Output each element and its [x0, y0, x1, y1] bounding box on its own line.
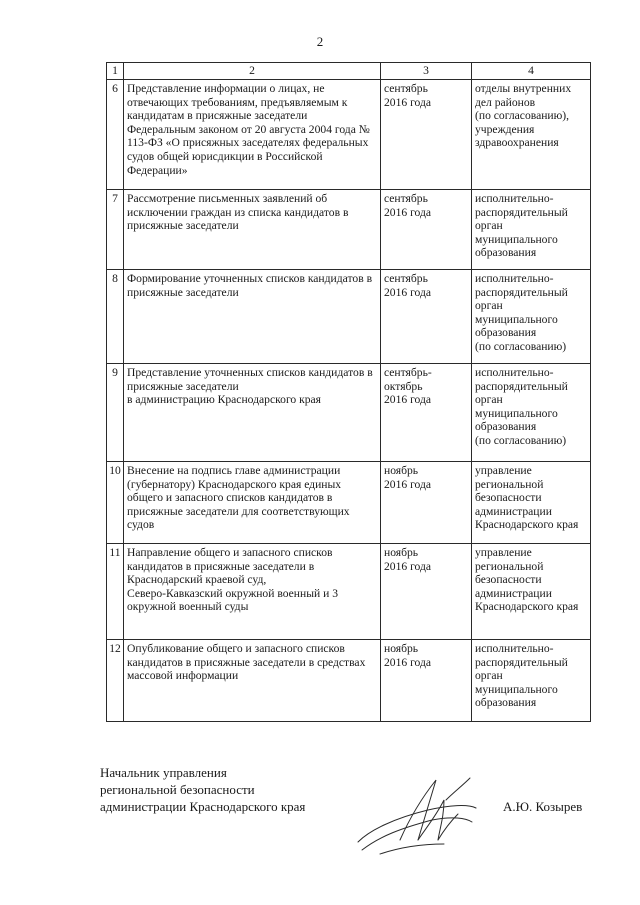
row-responsible: исполнительно-распорядительный орган муниципального образования (по согласованию) — [472, 364, 591, 462]
row-action: Направление общего и запасного списков кандидатов в присяжные заседатели в Краснодарский краевой суд, Северо-Кавказский окружной военный и 3 окружной военный суды — [124, 544, 381, 640]
row-date: сентябрь- октябрь 2016 года — [381, 364, 472, 462]
table-row — [107, 80, 591, 190]
column-header-number: 1 — [107, 63, 124, 80]
row-number: 12 — [107, 640, 124, 722]
column-header-action: 2 — [124, 63, 381, 80]
row-responsible: исполнительно-распорядительный орган муниципального образования — [472, 190, 591, 270]
row-responsible: исполнительно-распорядительный орган муниципального образования (по согласованию) — [472, 270, 591, 364]
column-header-responsible: 4 — [472, 63, 591, 80]
events-table — [106, 62, 591, 722]
column-header-date: 3 — [381, 63, 472, 80]
page-number: 2 — [316, 34, 324, 49]
signatory-position: Начальник управления региональной безопасности администрации Краснодарского края — [100, 765, 306, 814]
row-responsible: управление региональной безопасности администрации Краснодарского края — [472, 544, 591, 640]
signatory-name: А.Ю. Козырев — [503, 799, 583, 814]
row-date: сентябрь 2016 года — [381, 80, 472, 190]
row-date: сентябрь 2016 года — [381, 190, 472, 270]
handwritten-signature — [340, 770, 490, 865]
row-action: Внесение на подпись главе администрации (губернатору) Краснодарского края единых общего и запасного списков кандидатов в присяжные заседатели для соответствующих судов — [124, 462, 381, 544]
row-number: 10 — [107, 462, 124, 544]
row-number: 9 — [107, 364, 124, 462]
table-row — [107, 462, 591, 544]
row-number: 6 — [107, 80, 124, 190]
row-action: Рассмотрение письменных заявлений об исключении граждан из списка кандидатов в присяжные заседатели — [124, 190, 381, 270]
row-responsible: отделы внутренних дел районов (по согласованию), учреждения здравоохранения — [472, 80, 591, 190]
row-action: Представление уточненных списков кандидатов в присяжные заседатели в администрацию Краснодарского края — [124, 364, 381, 462]
table-row — [107, 640, 591, 722]
row-date: ноябрь 2016 года — [381, 462, 472, 544]
row-responsible: управление региональной безопасности администрации Краснодарского края — [472, 462, 591, 544]
row-date: ноябрь 2016 года — [381, 544, 472, 640]
table-row — [107, 270, 591, 364]
table-header-row — [107, 63, 591, 80]
table-row — [107, 544, 591, 640]
table-row — [107, 190, 591, 270]
row-action: Формирование уточненных списков кандидатов в присяжные заседатели — [124, 270, 381, 364]
row-number: 8 — [107, 270, 124, 364]
row-number: 11 — [107, 544, 124, 640]
row-date: сентябрь 2016 года — [381, 270, 472, 364]
row-number: 7 — [107, 190, 124, 270]
table-row — [107, 364, 591, 462]
row-action: Опубликование общего и запасного списков кандидатов в присяжные заседатели в средствах массовой информации — [124, 640, 381, 722]
row-responsible: исполнительно-распорядительный орган муниципального образования — [472, 640, 591, 722]
row-action: Представление информации о лицах, не отвечающих требованиям, предъявляемым к кандидатам в присяжные заседатели Федеральным законом от 20 августа 2004 года № 113-ФЗ «О присяжных заседателях федеральных судов общей юрисдикции в Российской Федерации» — [124, 80, 381, 190]
row-date: ноябрь 2016 года — [381, 640, 472, 722]
